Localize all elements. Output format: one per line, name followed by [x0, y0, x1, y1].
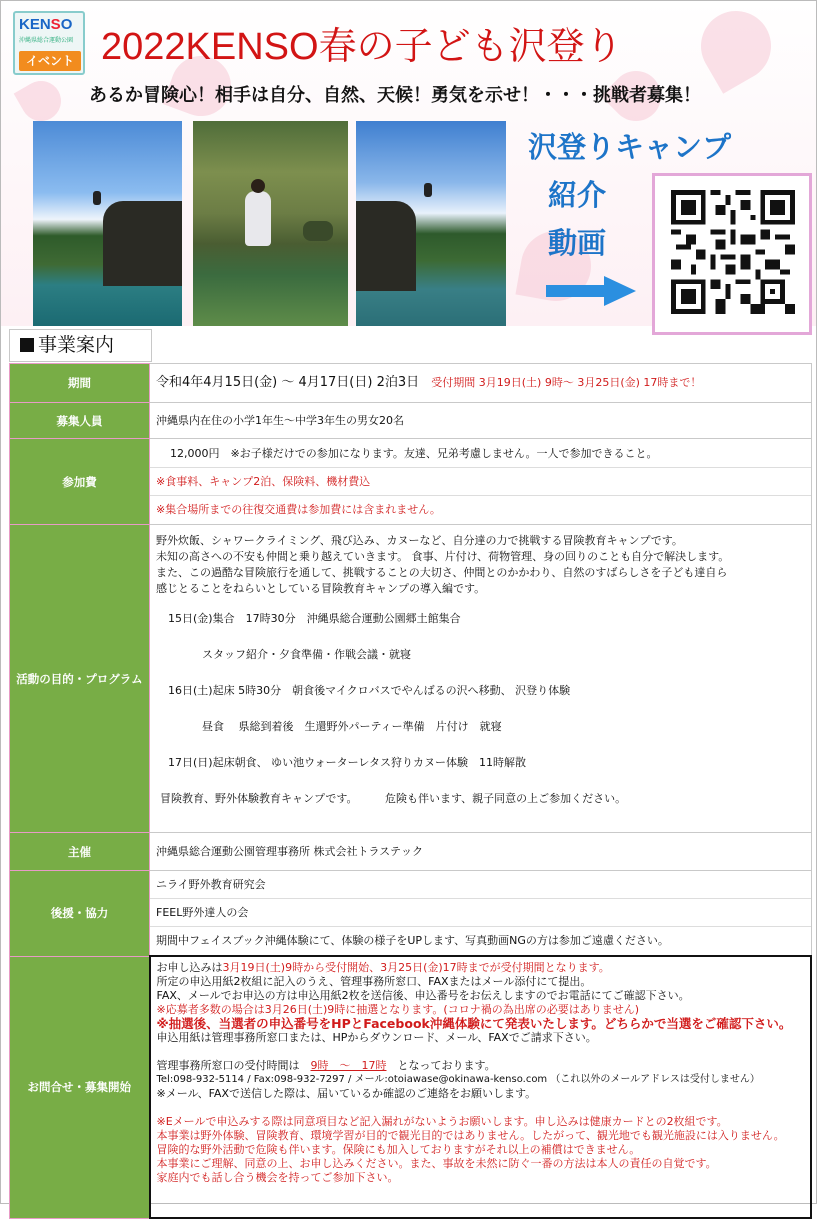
table-row-period — [10, 364, 812, 403]
qr-code-frame[interactable] — [652, 173, 812, 335]
video-title-line3: 動画 — [548, 226, 607, 260]
contact-cell — [150, 956, 812, 1218]
table-row-program — [10, 525, 812, 833]
contact-submit-method: 所定の申込用紙2枚組に記入のうえ、管理事務所窓口、FAXまたはメール添付にて提出。 — [156, 975, 592, 988]
contact-lottery-note: ※応募者多数の場合は3月26日(土)9時に抽選となります。(コロナ禍の為出席の必要はありません) — [156, 1003, 639, 1016]
program-warning: 冒険教育、野外体験教育キャンプです。 危険も伴います、親子同意の上ご参加ください。 — [160, 792, 627, 805]
arrow-right-icon — [546, 276, 636, 306]
period-text: 令和4年4月15日(金) ～ 4月17日(日) 2泊3日 — [156, 375, 420, 390]
logo-brand: KEN — [19, 16, 51, 33]
table-row-recruit — [10, 403, 812, 439]
fee-line1: 12,000円 ※お子様だけでの参加になります。友達、兄弟考慮しません。一人で参加できること。 — [150, 440, 811, 468]
contact-form-request: 申込用紙は管理事務所窓口または、HPからダウンロード、メール、FAXでご請求下さい。 — [156, 1031, 597, 1044]
fee-line3: ※集合場所までの往復交通費は参加費には含まれません。 — [156, 502, 441, 516]
contact-consent-note: 本事業にご理解、同意の上、お申し込みください。また、事故を未然に防ぐ一番の方法は本人の責任の自覚です。 — [156, 1157, 717, 1170]
program-desc-3: また、この過酷な冒険旅行を通して、挑戦することの大切さ、仲間とのかかわり、自然のすばらしさを子ども達自ら — [156, 566, 728, 579]
contact-lottery-result: ※抽選後、当選者の申込番号をHPとFacebook沖縄体験にて発表いたします。どちらかで当選をご確認下さい。 — [156, 1016, 792, 1031]
table-row-fee — [10, 439, 812, 525]
contact-hours-lead: 管理事務所窓口の受付時間は — [156, 1059, 311, 1072]
page-title: 2022KENSO春の子ども沢登り — [101, 26, 623, 68]
period-cell — [150, 364, 812, 403]
table-row-support — [10, 871, 812, 957]
logo-brand-o: O — [60, 16, 73, 33]
contact-apply-lead: お申し込みは — [156, 961, 223, 974]
program-description — [150, 525, 811, 597]
info-table — [9, 363, 812, 1219]
program-cell — [150, 525, 812, 833]
support-cell — [150, 871, 812, 957]
kenso-logo — [13, 11, 85, 75]
table-row-host — [10, 833, 812, 871]
contact-apply-period: 3月19日(土)9時から受付開始、3月25日(金)17時までが受付期間となります。 — [222, 961, 610, 974]
fee-cell — [150, 439, 812, 525]
logo-subtext: 沖縄県総合運動公園 — [19, 37, 74, 44]
label-program: 活動の目的・プログラム — [10, 525, 150, 833]
program-day3: 17日(日)起床朝食、 ゆい池ウォーターレタス狩りカヌー体験 11時解散 — [168, 756, 526, 769]
table-row-contact — [10, 956, 812, 1218]
contact-family-note: 家庭内でも話し合う機会を持ってご参加下さい。 — [156, 1171, 399, 1184]
photo-river-jump-2 — [356, 121, 506, 326]
contact-tel-fax-mail[interactable]: Tel:098-932-5114 / Fax:098-932-7297 / メール:otoiawase@okinawa-kenso.com （これ以外のメールアドレスは受付しません） — [156, 1074, 760, 1085]
program-day1: 15日(金)集合 17時30分 沖縄県総合運動公園郷土館集合 — [168, 612, 461, 625]
program-day2: 16日(土)起床 5時30分 朝食後マイクロバスでやんばるの沢へ移動、 沢登り体験 — [168, 684, 571, 697]
page-subtitle: あるか冒険心！相手は自分、自然、天候！勇気を示せ！・・・挑戦者募集！ — [89, 85, 701, 106]
support-line1: ニライ野外教育研究会 — [150, 871, 811, 899]
support-line3: 期間中フェイスブック沖縄体験にて、体験の様子をUPします、写真動画NGの方は参加ご遠慮ください。 — [156, 934, 669, 947]
recruit-text: 沖縄県内在住の小学1年生～中学3年生の男女20名 — [150, 403, 812, 439]
square-bullet-icon — [20, 338, 34, 352]
contact-hours-tail: となっております。 — [386, 1059, 496, 1072]
label-period: 期間 — [10, 364, 150, 403]
support-line2: FEEL野外達人の会 — [150, 899, 811, 927]
label-contact: お問合せ・募集開始 — [10, 956, 150, 1218]
logo-brand-s: S — [50, 16, 61, 33]
fee-line2: ※食事料、キャンプ2泊、保険料、機材費込 — [150, 468, 811, 496]
video-title-line1: 沢登りキャンプ — [528, 130, 732, 164]
program-desc-4: 感じとることをねらいとしている冒険教育キャンプの導入編です。 — [156, 582, 486, 595]
logo-event-badge: イベント — [19, 51, 81, 71]
program-day1-evening: スタッフ紹介・夕食準備・作戦会議・就寝 — [202, 648, 411, 661]
section-title: 事業案内 — [38, 334, 115, 356]
petal-decoration — [688, 1, 784, 94]
video-title-line2: 紹介 — [548, 178, 607, 212]
label-fee: 参加費 — [10, 439, 150, 525]
contact-confirm-note: ※メール、FAXで送信した際は、届いているか確認のご連絡をお願いします。 — [156, 1087, 537, 1100]
program-day2-afternoon: 昼食 県総到着後 生還野外パーティー準備 片付け 就寝 — [202, 720, 502, 733]
contact-fax-mail-note: FAX、メールでお申込の方は申込用紙2枚を送信後、申込番号をお伝えしますのでお電話にてご確認下さい。 — [156, 989, 690, 1002]
contact-purpose-note: 本事業は野外体験、冒険教育、環境学習が目的で観光目的ではありません。したがって、観光地でも観光施設には入りません。 — [156, 1129, 785, 1142]
label-recruit: 募集人員 — [10, 403, 150, 439]
contact-hours: 9時 ～ 17時 — [310, 1059, 387, 1072]
period-note: 受付期間 3月19日(土) 9時～ 3月25日(金) 17時まで！ — [431, 376, 702, 389]
qr-code-icon[interactable] — [671, 190, 795, 314]
host-text: 沖縄県総合運動公園管理事務所 株式会社トラステック — [150, 833, 812, 871]
program-desc-2: 未知の高さへの不安も仲間と乗り越えていきます。 食事、片付け、荷物管理、身の回りのことも自分で解決します。 — [156, 550, 730, 563]
program-desc-1: 野外炊飯、シャワークライミング、飛び込み、カヌーなど、自分達の力で挑戦する冒険教育キャンプです。 — [156, 534, 683, 547]
label-host: 主催 — [10, 833, 150, 871]
photo-canyon-swim — [193, 121, 348, 326]
label-support: 後援・協力 — [10, 871, 150, 957]
section-header — [9, 329, 152, 362]
contact-email-note: ※Eメールで申込みする際は同意項目など記入漏れがないようお願いします。申し込みは健康カードとの2枚組です。 — [156, 1115, 728, 1128]
photo-river-jump-1 — [33, 121, 182, 326]
contact-risk-note: 冒険的な野外活動で危険も伴います。保険にも加入しておりますがそれ以上の補償はできません。 — [156, 1143, 641, 1156]
